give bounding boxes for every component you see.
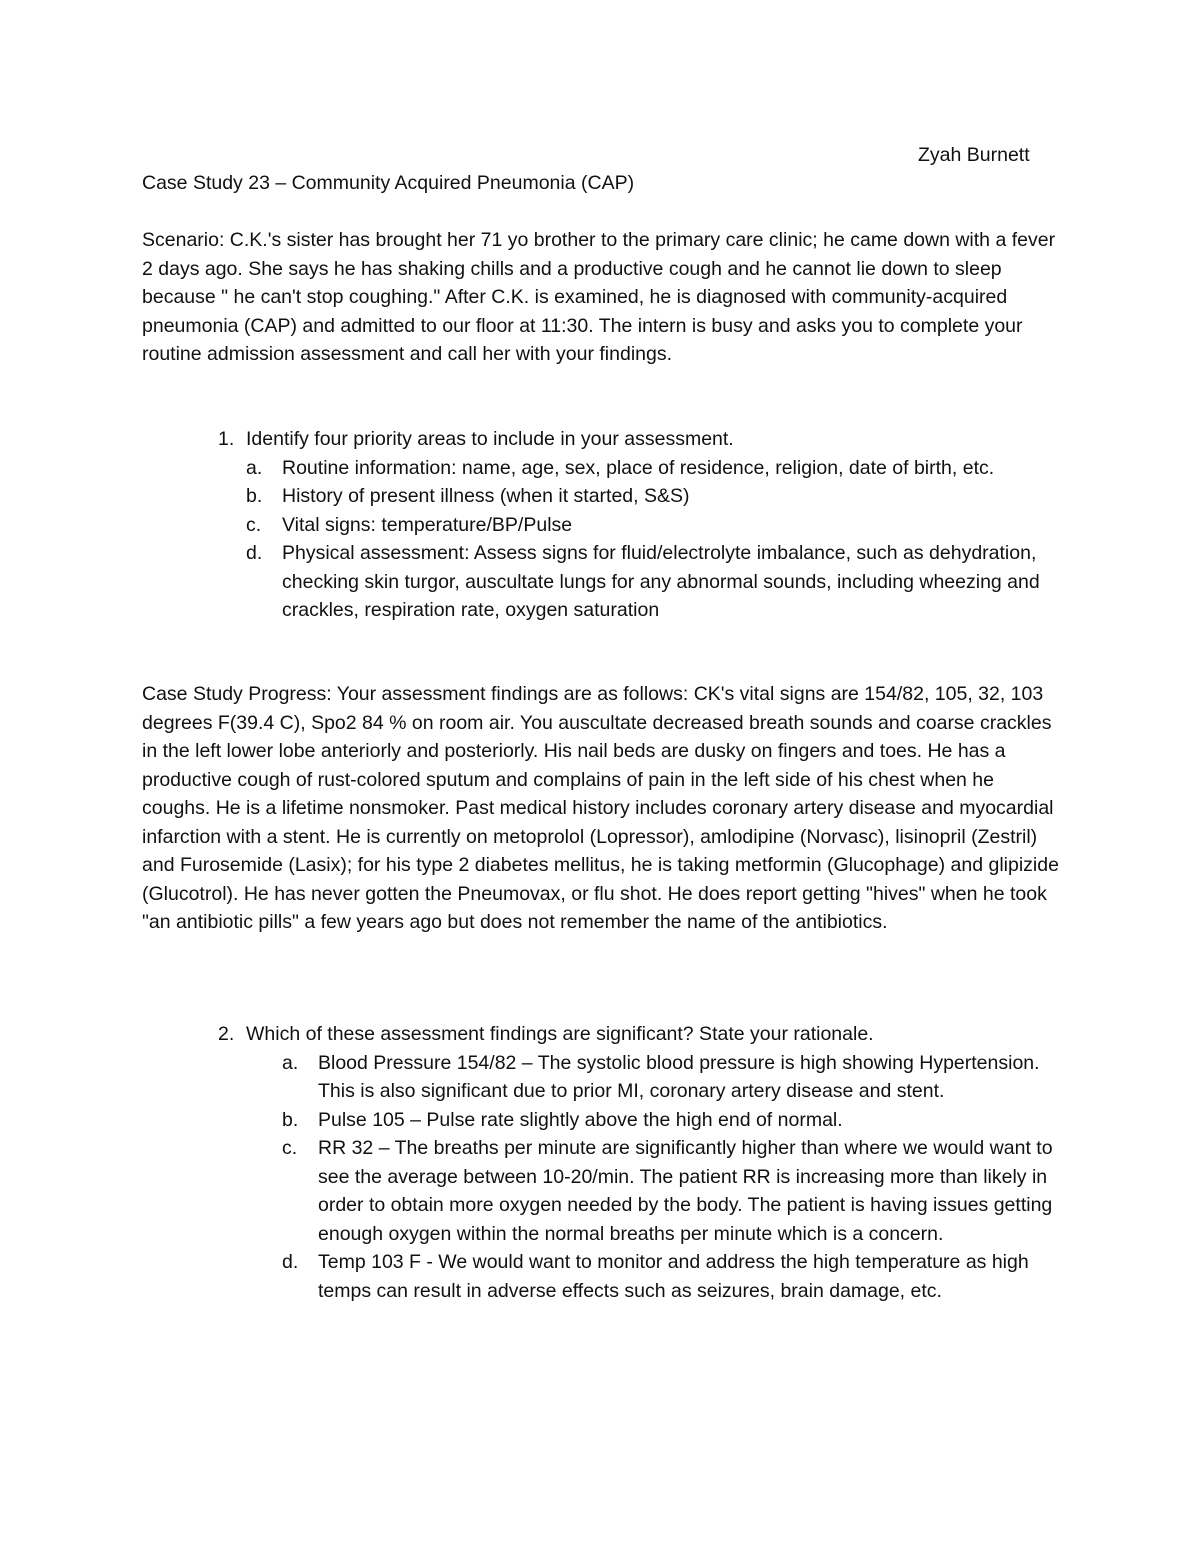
item-letter: b. — [246, 485, 263, 507]
list-item — [142, 511, 1060, 540]
item-text: History of present illness (when it started, S&S) — [282, 485, 690, 507]
answer-list — [142, 1049, 1060, 1306]
item-letter: d. — [282, 1251, 299, 1273]
item-text: Physical assessment: Assess signs for fluid/electrolyte imbalance, such as dehydration, checking skin turgor, auscultate lungs for any abnormal sounds, including wheezing and crackles, respiration rate, oxygen saturation — [282, 542, 1040, 621]
list-item — [142, 1106, 1060, 1135]
item-letter: d. — [246, 542, 263, 564]
item-letter: a. — [246, 456, 263, 479]
question-2 — [142, 1020, 1060, 1305]
list-item — [142, 1248, 1060, 1305]
item-text: Routine information: name, age, sex, place of residence, religion, date of birth, etc. — [282, 456, 995, 479]
item-text: Blood Pressure 154/82 – The systolic blood pressure is high showing Hypertension. This is also significant due to prior MI, coronary artery disease and stent. — [318, 1051, 1040, 1102]
progress-paragraph: Case Study Progress: Your assessment findings are as follows: CK's vital signs are 154/82, 105, 32, 103 degrees F(39.4 C), Spo2 84 % on room air. You auscultate decreased breath sounds and coarse crackles in the left lower lobe anteriorly and posteriorly. His nail beds are dusky on fingers and toes. He has a productive cough of rust-colored sputum and complains of pain in the left side of his chest when he coughs. He is a lifetime nonsmoker. Past medical history includes coronary artery disease and myocardial infarction with a stent. He is currently on metoprolol (Lopressor), amlodipine (Norvasc), lisinopril (Zestril) and Furosemide (Lasix); for his type 2 diabetes mellitus, he is taking metformin (Glucophage) and glipizide (Glucotrol). He has never gotten the Pneumovax, or flu shot. He does report getting "hives" when he took "an antibiotic pills" a few years ago but does not remember the name of the antibiotics. — [142, 683, 1059, 933]
list-item — [142, 454, 1060, 483]
list-item — [142, 1134, 1060, 1248]
document-title: Case Study 23 – Community Acquired Pneumonia (CAP) — [142, 172, 635, 194]
item-text: Pulse 105 – Pulse rate slightly above the high end of normal. — [318, 1108, 843, 1131]
item-text: RR 32 – The breaths per minute are significantly higher than where we would want to see the average between 10-20/min. The patient RR is increasing more than likely in order to obtain more oxygen needed by the body. The patient is having issues getting enough oxygen within the normal breaths per minute which is a concern. — [318, 1137, 1053, 1245]
list-item — [142, 482, 1060, 511]
item-text: Temp 103 F - We would want to monitor and address the high temperature as high temps can result in adverse effects such as seizures, brain damage, etc. — [318, 1251, 1029, 1302]
question-number: 2. — [218, 1023, 235, 1045]
question-text: Which of these assessment findings are significant? State your rationale. — [246, 1023, 874, 1045]
item-letter: a. — [282, 1051, 299, 1074]
item-letter: b. — [282, 1108, 299, 1131]
answer-list — [142, 454, 1060, 625]
item-letter: c. — [246, 513, 262, 536]
author-name: Zyah Burnett — [918, 144, 1030, 166]
list-item — [142, 1049, 1060, 1106]
question-number: 1. — [218, 428, 235, 450]
item-letter: c. — [282, 1137, 298, 1159]
question-text: Identify four priority areas to include in your assessment. — [246, 428, 734, 450]
list-item — [142, 539, 1060, 625]
question-1 — [142, 425, 1060, 625]
item-text: Vital signs: temperature/BP/Pulse — [282, 513, 573, 536]
scenario-paragraph: Scenario: C.K.'s sister has brought her 71 yo brother to the primary care clinic; he came down with a fever 2 days ago. She says he has shaking chills and a productive cough and he cannot lie down to sleep because " he can't stop coughing." After C.K. is examined, he is diagnosed with community-acquired pneumonia (CAP) and admitted to our floor at 11:30. The intern is busy and asks you to complete your routine admission assessment and call her with your findings. — [142, 229, 1056, 365]
